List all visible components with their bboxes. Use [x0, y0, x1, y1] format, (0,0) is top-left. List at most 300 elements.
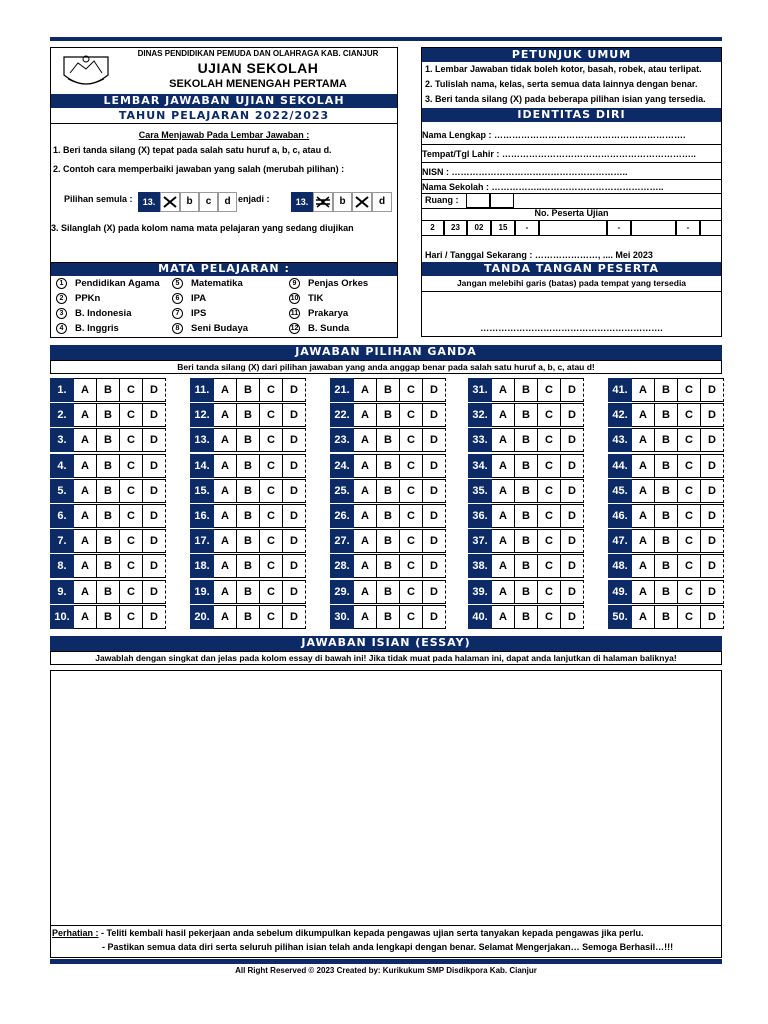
ttd-title: TANDA TANGAN PESERTA — [422, 262, 721, 276]
mc-option-d[interactable]: D — [701, 454, 724, 478]
mc-option-b[interactable]: B — [377, 554, 400, 578]
mc-option-a[interactable]: A — [632, 403, 655, 427]
mc-option-c[interactable]: C — [400, 554, 423, 578]
mc-option-c[interactable]: C — [260, 529, 283, 553]
mc-option-c[interactable]: C — [120, 378, 143, 402]
mc-number: 6. — [50, 504, 74, 528]
mc-option-d[interactable]: D — [283, 529, 306, 553]
mc-option-d[interactable]: D — [701, 529, 724, 553]
mc-option-d[interactable]: D — [283, 554, 306, 578]
mc-option-d[interactable]: D — [143, 378, 166, 402]
mc-option-d[interactable]: D — [423, 504, 446, 528]
mc-option-b[interactable]: B — [97, 403, 120, 427]
mc-question-11 — [190, 378, 306, 402]
mc-option-a[interactable]: A — [632, 605, 655, 629]
mapel-label: IPS — [191, 308, 207, 319]
mc-number: 31. — [468, 378, 492, 402]
peserta-cell[interactable]: - — [515, 220, 539, 236]
mc-option-a[interactable]: A — [214, 554, 237, 578]
mc-option-c[interactable]: C — [400, 504, 423, 528]
mc-option-c[interactable]: C — [260, 403, 283, 427]
mapel-label: Prakarya — [308, 308, 349, 319]
mc-option-a[interactable]: A — [492, 529, 515, 553]
mc-number: 3. — [50, 428, 74, 452]
mc-option-b[interactable]: B — [97, 504, 120, 528]
mc-question-30 — [330, 605, 446, 629]
mc-number: 16. — [190, 504, 214, 528]
mc-number: 2. — [50, 403, 74, 427]
mc-option-d[interactable]: D — [143, 605, 166, 629]
mc-option-b[interactable]: B — [655, 504, 678, 528]
mc-option-b[interactable]: B — [377, 403, 400, 427]
mc-option-c[interactable]: C — [538, 479, 561, 503]
peserta-cell[interactable] — [539, 220, 607, 236]
mc-option-d[interactable]: D — [701, 403, 724, 427]
mc-question-29 — [330, 580, 446, 604]
mc-option-a[interactable]: A — [492, 479, 515, 503]
mc-option-b[interactable]: B — [515, 529, 538, 553]
mapel-number: 3 — [56, 308, 67, 319]
mc-option-a[interactable]: A — [632, 580, 655, 604]
mc-option-d[interactable]: D — [423, 529, 446, 553]
mc-option-c[interactable]: C — [120, 554, 143, 578]
mc-option-a[interactable]: A — [74, 454, 97, 478]
mc-option-d[interactable]: D — [143, 554, 166, 578]
mc-option-d[interactable]: D — [561, 403, 584, 427]
mc-option-a[interactable]: A — [214, 605, 237, 629]
mc-option-c[interactable]: C — [538, 428, 561, 452]
mc-option-b[interactable]: B — [237, 454, 260, 478]
mc-option-c[interactable]: C — [678, 403, 701, 427]
mc-option-c[interactable]: C — [260, 580, 283, 604]
mapel-item[interactable] — [172, 322, 248, 336]
mc-option-d[interactable]: D — [423, 403, 446, 427]
mc-option-b[interactable]: B — [237, 428, 260, 452]
pg-note: Beri tanda silang (X) dari pilihan jawaban yang anda anggap benar pada salah satu huruf a, b, c, atau d! — [50, 360, 722, 374]
mc-option-c[interactable]: C — [400, 454, 423, 478]
mc-option-c[interactable]: C — [260, 378, 283, 402]
mc-option-d[interactable]: D — [423, 428, 446, 452]
mc-option-a[interactable]: A — [492, 605, 515, 629]
mc-option-a[interactable]: A — [214, 479, 237, 503]
mc-option-c[interactable]: C — [538, 378, 561, 402]
mc-question-40 — [468, 605, 584, 629]
mc-option-c[interactable]: C — [678, 529, 701, 553]
mapel-item[interactable] — [56, 292, 100, 306]
mc-option-b[interactable]: B — [97, 428, 120, 452]
mc-number: 49. — [608, 580, 632, 604]
mc-option-d[interactable]: D — [423, 378, 446, 402]
mc-option-b[interactable]: B — [237, 504, 260, 528]
mc-option-d[interactable]: D — [701, 554, 724, 578]
mc-option-d[interactable]: D — [701, 580, 724, 604]
mc-option-a[interactable]: A — [492, 428, 515, 452]
mc-option-a[interactable]: A — [492, 554, 515, 578]
mc-option-b[interactable]: B — [655, 580, 678, 604]
mc-option-d[interactable]: D — [423, 454, 446, 478]
peserta-cell[interactable]: - — [676, 220, 700, 236]
mapel-item[interactable] — [56, 322, 119, 336]
mapel-item[interactable] — [172, 307, 206, 321]
mc-option-c[interactable]: C — [538, 504, 561, 528]
mc-option-c[interactable]: C — [678, 378, 701, 402]
mc-option-a[interactable]: A — [354, 605, 377, 629]
mc-number: 37. — [468, 529, 492, 553]
mc-option-c[interactable]: C — [678, 454, 701, 478]
mc-option-c[interactable]: C — [260, 605, 283, 629]
mc-option-c[interactable]: C — [120, 605, 143, 629]
mc-option-b[interactable]: B — [377, 378, 400, 402]
peserta-cell[interactable]: 23 — [444, 220, 467, 236]
mapel-number: 2 — [56, 293, 67, 304]
mc-question-46 — [608, 504, 724, 528]
mc-option-b[interactable]: B — [515, 554, 538, 578]
petunjuk-title: PETUNJUK UMUM — [422, 48, 721, 62]
ruang-cell[interactable] — [466, 193, 490, 208]
ruang-cell[interactable] — [490, 193, 514, 208]
cara-step-1: 1. Beri tanda silang (X) tepat pada salah satu huruf a, b, c, atau d. — [53, 145, 332, 155]
example-option: d — [218, 192, 237, 212]
mc-option-b[interactable]: B — [237, 479, 260, 503]
mc-option-b[interactable]: B — [655, 403, 678, 427]
mc-option-c[interactable]: C — [400, 580, 423, 604]
mc-option-d[interactable]: D — [283, 605, 306, 629]
mc-option-a[interactable]: A — [354, 428, 377, 452]
mc-option-a[interactable]: A — [214, 504, 237, 528]
mc-option-c[interactable]: C — [538, 605, 561, 629]
mc-option-d[interactable]: D — [561, 428, 584, 452]
mc-option-c[interactable]: C — [538, 554, 561, 578]
mc-option-d[interactable]: D — [283, 479, 306, 503]
mc-option-d[interactable]: D — [283, 504, 306, 528]
mc-option-c[interactable]: C — [538, 403, 561, 427]
mapel-number: 1 — [56, 278, 67, 289]
mc-option-c[interactable]: C — [260, 554, 283, 578]
signature-line[interactable]: ……………………………………………………. — [480, 323, 663, 333]
mc-option-b[interactable]: B — [237, 529, 260, 553]
mc-option-a[interactable]: A — [492, 403, 515, 427]
mc-option-d[interactable]: D — [561, 454, 584, 478]
mc-option-c[interactable]: C — [678, 554, 701, 578]
nama-sekolah-field[interactable]: Nama Sekolah : ……………..………………………………….. — [422, 182, 664, 192]
mc-option-a[interactable]: A — [74, 428, 97, 452]
mc-option-b[interactable]: B — [97, 479, 120, 503]
mc-option-d[interactable]: D — [561, 504, 584, 528]
mc-option-b[interactable]: B — [515, 378, 538, 402]
mc-option-c[interactable]: C — [120, 580, 143, 604]
mc-option-d[interactable]: D — [423, 479, 446, 503]
mc-option-a[interactable]: A — [74, 504, 97, 528]
mc-number: 13. — [190, 428, 214, 452]
mc-option-c[interactable]: C — [400, 378, 423, 402]
mc-option-b[interactable]: B — [655, 554, 678, 578]
mc-option-b[interactable]: B — [97, 454, 120, 478]
mc-option-b[interactable]: B — [655, 378, 678, 402]
mc-option-c[interactable]: C — [400, 529, 423, 553]
mc-option-c[interactable]: C — [538, 454, 561, 478]
mc-option-b[interactable]: B — [97, 378, 120, 402]
mc-option-c[interactable]: C — [260, 428, 283, 452]
mc-question-18 — [190, 554, 306, 578]
mc-question-50 — [608, 605, 724, 629]
mc-option-b[interactable]: B — [377, 580, 400, 604]
mc-number: 9. — [50, 580, 74, 604]
mc-option-a[interactable]: A — [632, 479, 655, 503]
mc-option-a[interactable]: A — [74, 479, 97, 503]
mc-option-a[interactable]: A — [74, 529, 97, 553]
mc-option-b[interactable]: B — [655, 454, 678, 478]
peserta-cell[interactable] — [631, 220, 676, 236]
mc-option-b[interactable]: B — [515, 605, 538, 629]
mc-option-c[interactable]: C — [120, 428, 143, 452]
mc-option-a[interactable]: A — [214, 378, 237, 402]
mc-option-b[interactable]: B — [237, 378, 260, 402]
mc-question-7 — [50, 529, 166, 553]
nama-lengkap-field[interactable]: Nama Lengkap : ………………………………………………………. — [422, 130, 686, 140]
mc-option-a[interactable]: A — [354, 479, 377, 503]
mc-option-c[interactable]: C — [400, 403, 423, 427]
mc-option-c[interactable]: C — [678, 479, 701, 503]
mc-option-a[interactable]: A — [354, 504, 377, 528]
mc-question-34 — [468, 454, 584, 478]
mc-number: 40. — [468, 605, 492, 629]
mapel-label: Seni Budaya — [191, 323, 249, 334]
mapel-item[interactable] — [289, 322, 349, 336]
mc-option-c[interactable]: C — [120, 454, 143, 478]
mc-option-b[interactable]: B — [655, 428, 678, 452]
mapel-label: Penjas Orkes — [308, 278, 369, 289]
mc-option-b[interactable]: B — [377, 605, 400, 629]
mc-number: 44. — [608, 454, 632, 478]
mc-option-b[interactable]: B — [377, 529, 400, 553]
mc-option-a[interactable]: A — [354, 454, 377, 478]
mc-option-a[interactable]: A — [632, 428, 655, 452]
mc-option-c[interactable]: C — [400, 605, 423, 629]
mc-question-22 — [330, 403, 446, 427]
mc-option-d[interactable]: D — [423, 554, 446, 578]
petunjuk-box — [421, 47, 722, 337]
academic-year: TAHUN PELAJARAN 2022/2023 — [51, 109, 397, 124]
mc-option-a[interactable]: A — [74, 378, 97, 402]
nisn-field[interactable]: NISN : ………………………………………………….. — [422, 167, 628, 177]
school-level: SEKOLAH MENENGAH PERTAMA — [169, 78, 347, 90]
mc-number: 11. — [190, 378, 214, 402]
mc-option-a[interactable]: A — [632, 454, 655, 478]
peserta-cell[interactable]: 02 — [467, 220, 491, 236]
mc-number: 48. — [608, 554, 632, 578]
mc-option-a[interactable]: A — [492, 504, 515, 528]
mc-number: 27. — [330, 529, 354, 553]
mc-question-3 — [50, 428, 166, 452]
petunjuk-item-2: 2. Tulislah nama, kelas, serta semua data lainnya dengan benar. — [425, 79, 698, 89]
mc-option-a[interactable]: A — [74, 554, 97, 578]
mapel-number: 11 — [290, 309, 299, 317]
mapel-item[interactable] — [289, 277, 368, 291]
mc-option-a[interactable]: A — [632, 504, 655, 528]
mc-option-d[interactable]: D — [143, 428, 166, 452]
mc-option-c[interactable]: C — [260, 454, 283, 478]
mc-option-b[interactable]: B — [377, 428, 400, 452]
mapel-label: IPA — [191, 293, 207, 304]
mc-number: 4. — [50, 454, 74, 478]
peserta-cell[interactable] — [700, 220, 722, 236]
mc-option-c[interactable]: C — [400, 479, 423, 503]
mapel-item[interactable] — [56, 277, 160, 291]
mc-option-c[interactable]: C — [678, 504, 701, 528]
mapel-item[interactable] — [172, 277, 243, 291]
mc-option-c[interactable]: C — [538, 529, 561, 553]
mc-option-d[interactable]: D — [561, 479, 584, 503]
mc-option-a[interactable]: A — [354, 554, 377, 578]
mc-option-a[interactable]: A — [354, 378, 377, 402]
mc-option-d[interactable]: D — [561, 580, 584, 604]
mc-option-d[interactable]: D — [143, 504, 166, 528]
mc-option-c[interactable]: C — [400, 428, 423, 452]
mc-option-b[interactable]: B — [237, 554, 260, 578]
mc-number: 26. — [330, 504, 354, 528]
mc-option-a[interactable]: A — [214, 454, 237, 478]
mc-option-b[interactable]: B — [515, 403, 538, 427]
mc-question-44 — [608, 454, 724, 478]
mc-option-b[interactable]: B — [97, 529, 120, 553]
mc-option-b[interactable]: B — [237, 403, 260, 427]
mc-question-31 — [468, 378, 584, 402]
mc-option-a[interactable]: A — [354, 580, 377, 604]
divider — [421, 179, 722, 180]
mc-number: 50. — [608, 605, 632, 629]
mc-option-d[interactable]: D — [561, 605, 584, 629]
mapel-item[interactable] — [289, 307, 348, 321]
mc-option-d[interactable]: D — [701, 428, 724, 452]
mc-option-d[interactable]: D — [561, 378, 584, 402]
mc-option-b[interactable]: B — [515, 580, 538, 604]
mapel-item[interactable] — [289, 292, 323, 306]
mc-option-b[interactable]: B — [377, 504, 400, 528]
mc-option-a[interactable]: A — [354, 403, 377, 427]
mc-number: 42. — [608, 403, 632, 427]
mc-number: 20. — [190, 605, 214, 629]
mc-question-39 — [468, 580, 584, 604]
mc-option-c[interactable]: C — [678, 605, 701, 629]
mc-option-c[interactable]: C — [538, 580, 561, 604]
top-bar — [50, 37, 722, 41]
mc-option-c[interactable]: C — [120, 479, 143, 503]
mc-option-a[interactable]: A — [492, 454, 515, 478]
mc-option-d[interactable]: D — [143, 454, 166, 478]
mc-option-b[interactable]: B — [655, 479, 678, 503]
mc-option-c[interactable]: C — [120, 529, 143, 553]
mc-number: 41. — [608, 378, 632, 402]
mc-number: 21. — [330, 378, 354, 402]
mc-number: 10. — [50, 605, 74, 629]
mc-option-b[interactable]: B — [97, 580, 120, 604]
mc-option-d[interactable]: D — [701, 378, 724, 402]
mc-option-c[interactable]: C — [260, 504, 283, 528]
mc-option-d[interactable]: D — [283, 378, 306, 402]
mc-option-a[interactable]: A — [74, 605, 97, 629]
mc-option-c[interactable]: C — [120, 403, 143, 427]
mc-option-c[interactable]: C — [678, 428, 701, 452]
mc-option-a[interactable]: A — [214, 529, 237, 553]
mc-option-a[interactable]: A — [492, 378, 515, 402]
mc-option-d[interactable]: D — [423, 605, 446, 629]
mc-question-42 — [608, 403, 724, 427]
divider — [421, 291, 722, 292]
mapel-item[interactable] — [56, 307, 131, 321]
mc-question-32 — [468, 403, 584, 427]
mc-option-a[interactable]: A — [354, 529, 377, 553]
mc-option-a[interactable]: A — [632, 378, 655, 402]
mc-option-a[interactable]: A — [632, 554, 655, 578]
ttl-field[interactable]: Tempat/Tgl Lahir : ……………………………………………………….. — [422, 149, 696, 159]
mc-number: 15. — [190, 479, 214, 503]
mc-option-d[interactable]: D — [701, 479, 724, 503]
mc-option-a[interactable]: A — [74, 580, 97, 604]
mc-option-a[interactable]: A — [214, 428, 237, 452]
mc-option-c[interactable]: C — [120, 504, 143, 528]
mc-option-b[interactable]: B — [377, 479, 400, 503]
mc-option-b[interactable]: B — [515, 479, 538, 503]
mc-option-d[interactable]: D — [283, 454, 306, 478]
mc-option-d[interactable]: D — [283, 580, 306, 604]
mc-question-9 — [50, 580, 166, 604]
mc-question-28 — [330, 554, 446, 578]
mc-number: 18. — [190, 554, 214, 578]
mc-option-b[interactable]: B — [377, 454, 400, 478]
mc-option-b[interactable]: B — [515, 454, 538, 478]
mc-option-d[interactable]: D — [283, 403, 306, 427]
mc-option-b[interactable]: B — [97, 554, 120, 578]
mc-option-b[interactable]: B — [515, 504, 538, 528]
mc-option-d[interactable]: D — [701, 504, 724, 528]
petunjuk-item-3: 3. Beri tanda silang (X) pada beberapa pilihan isian yang tersedia. — [425, 94, 706, 104]
mc-number: 8. — [50, 554, 74, 578]
mc-option-b[interactable]: B — [237, 580, 260, 604]
mc-option-b[interactable]: B — [237, 605, 260, 629]
mc-option-a[interactable]: A — [214, 403, 237, 427]
mc-option-d[interactable]: D — [701, 605, 724, 629]
mapel-item[interactable] — [172, 292, 206, 306]
mc-option-a[interactable]: A — [214, 580, 237, 604]
peserta-cell[interactable]: - — [607, 220, 631, 236]
example2-crossed-c — [352, 192, 372, 212]
mc-option-b[interactable]: B — [655, 605, 678, 629]
mc-number: 23. — [330, 428, 354, 452]
mc-option-b[interactable]: B — [97, 605, 120, 629]
peserta-cell[interactable]: 2 — [421, 220, 444, 236]
mc-option-b[interactable]: B — [655, 529, 678, 553]
mc-option-d[interactable]: D — [283, 428, 306, 452]
mc-option-d[interactable]: D — [143, 479, 166, 503]
mc-option-b[interactable]: B — [515, 428, 538, 452]
tanggal-field[interactable]: Hari / Tanggal Sekarang : …………………, .... Mei 2023 — [425, 250, 653, 260]
peserta-cell[interactable]: 15 — [491, 220, 515, 236]
footer-text: All Right Reserved © 2023 Created by: Kurikukum SMP Disdikpora Kab. Cianjur — [235, 966, 537, 975]
mc-option-c[interactable]: C — [678, 580, 701, 604]
mc-option-d[interactable]: D — [143, 529, 166, 553]
mc-option-a[interactable]: A — [74, 403, 97, 427]
mc-option-c[interactable]: C — [260, 479, 283, 503]
mc-question-38 — [468, 554, 584, 578]
essay-area[interactable] — [50, 670, 722, 958]
mc-option-d[interactable]: D — [423, 580, 446, 604]
mc-option-d[interactable]: D — [561, 554, 584, 578]
mc-option-d[interactable]: D — [143, 403, 166, 427]
mc-option-d[interactable]: D — [143, 580, 166, 604]
mc-option-d[interactable]: D — [561, 529, 584, 553]
mc-option-a[interactable]: A — [632, 529, 655, 553]
mc-option-a[interactable]: A — [492, 580, 515, 604]
